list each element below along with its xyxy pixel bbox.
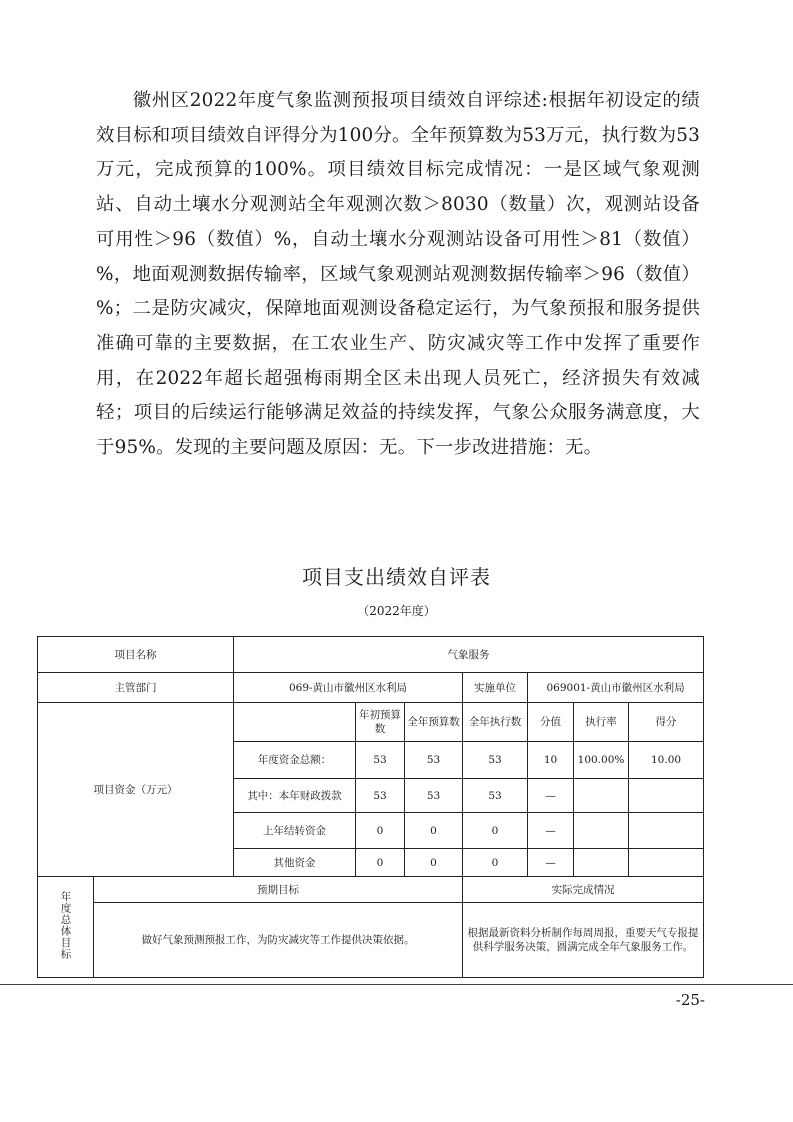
project-name-label: 项目名称	[38, 637, 234, 673]
col-score-weight: 分值	[528, 703, 574, 742]
table-subtitle: （2022年度）	[357, 604, 436, 618]
fund-executed: 0	[463, 813, 528, 849]
fund-rate: 100.00%	[574, 742, 629, 779]
fund-annual: 53	[405, 742, 463, 779]
dept-row	[38, 673, 704, 703]
col-score: 得分	[629, 703, 704, 742]
col-initial-budget: 年初预算数	[356, 703, 405, 742]
funds-header-blank	[234, 703, 356, 742]
fund-score	[629, 813, 704, 849]
fund-row-label: 年度资金总额：	[234, 742, 356, 779]
summary-paragraph: 徽州区2022年度气象监测预报项目绩效自评综述:根据年初设定的绩效目标和项目绩效自评得分为100分。全年预算数为53万元，执行数为53万元，完成预算的100%。项目绩效目标完成情况：一是区域气象观测站、自动土壤水分观测站全年观测次数＞8030（数量）次，观测站设备可用性＞96（数值）%，自动土壤水分观测站设备可用性＞81（数值）%，地面观测数据传输率，区域气象观测站观测数据传输率＞96（数值）%；二是防灾减灾，保障地面观测设备稳定运行，为气象预报和服务提供准确可靠的主要数据，在工农业生产、防灾减灾等工作中发挥了重要作用，在2022年超长超强梅雨期全区未出现人员死亡，经济损失有效减轻；项目的后续运行能够满足效益的持续发挥，气象公众服务满意度，大于95%。发现的主要问题及原因：无。下一步改进措施：无。	[96, 90, 700, 459]
actual-label: 实际完成情况	[463, 877, 704, 903]
performance-table	[37, 636, 704, 978]
fund-score	[629, 779, 704, 813]
fund-rate	[574, 813, 629, 849]
fund-row-label: 其他资金	[234, 849, 356, 877]
actual-text: 根据最新资料分析制作每周周报，重要天气专报提供科学服务决策，圆满完成全年气象服务工作。	[463, 903, 704, 978]
goal-content-row	[38, 903, 704, 978]
impl-value: 069001-黄山市徽州区水利局	[528, 673, 704, 703]
funds-label: 项目资金（万元）	[38, 703, 234, 877]
page-bottom-rule	[0, 984, 793, 985]
fund-executed: 0	[463, 849, 528, 877]
col-executed: 全年执行数	[463, 703, 528, 742]
fund-initial: 53	[356, 779, 405, 813]
fund-rate	[574, 849, 629, 877]
page-number: -25-	[675, 991, 705, 1009]
fund-row-label: 上年结转资金	[234, 813, 356, 849]
fund-initial: 53	[356, 742, 405, 779]
fund-executed: 53	[463, 779, 528, 813]
expected-label: 预期目标	[94, 877, 463, 903]
fund-annual: 53	[405, 779, 463, 813]
project-name-value: 气象服务	[234, 637, 704, 673]
project-name-row	[38, 637, 704, 673]
goal-header-row	[38, 877, 704, 903]
fund-weight: 10	[528, 742, 574, 779]
fund-executed: 53	[463, 742, 528, 779]
fund-initial: 0	[356, 849, 405, 877]
dept-value: 069-黄山市徽州区水利局	[234, 673, 463, 703]
fund-annual: 0	[405, 849, 463, 877]
fund-initial: 0	[356, 813, 405, 849]
funds-header-row	[38, 703, 704, 742]
fund-rate	[574, 779, 629, 813]
col-annual-budget: 全年预算数	[405, 703, 463, 742]
col-exec-rate: 执行率	[574, 703, 629, 742]
fund-row-label: 其中：本年财政拨款	[234, 779, 356, 813]
fund-annual: 0	[405, 813, 463, 849]
table-title: 项目支出绩效自评表	[302, 565, 491, 589]
fund-score	[629, 849, 704, 877]
fund-weight: —	[528, 813, 574, 849]
goal-label-cell	[38, 877, 94, 978]
dept-label: 主管部门	[38, 673, 234, 703]
fund-weight: —	[528, 849, 574, 877]
impl-label: 实施单位	[463, 673, 528, 703]
fund-weight: —	[528, 779, 574, 813]
expected-text: 做好气象预测预报工作，为防灾减灾等工作提供决策依据。	[94, 903, 463, 978]
fund-score: 10.00	[629, 742, 704, 779]
goal-label: 年度总体目标	[59, 890, 72, 960]
